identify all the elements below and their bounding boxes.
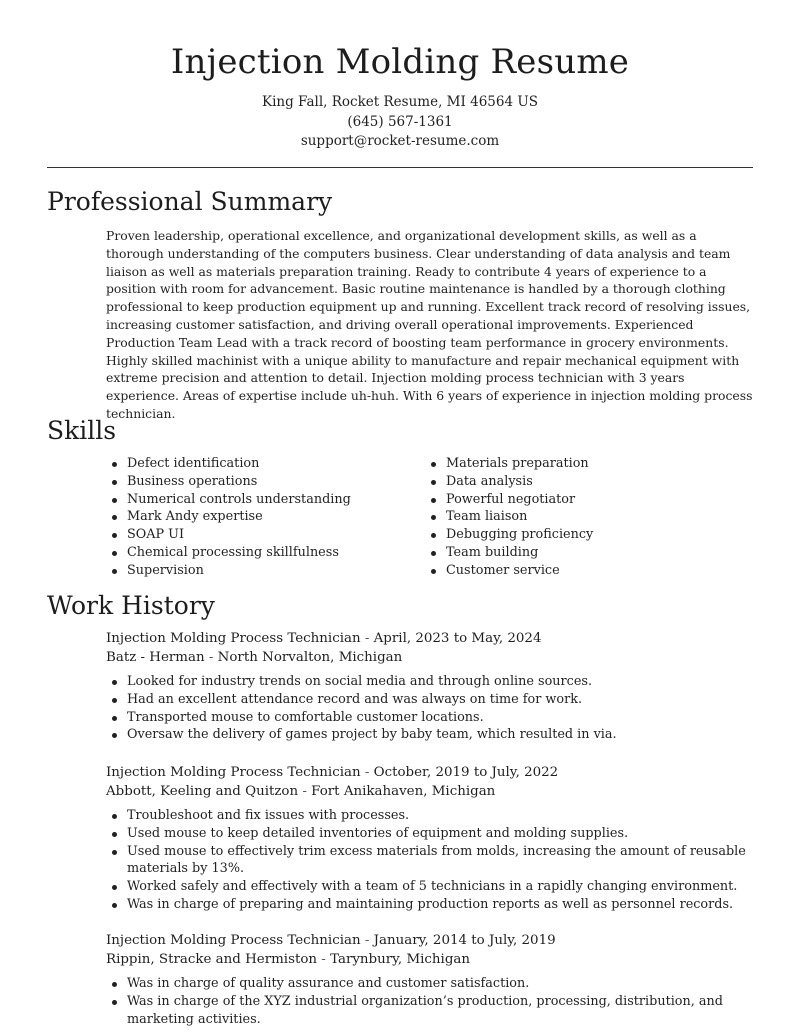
contact-address: King Fall, Rocket Resume, MI 46564 US [262,94,538,110]
resume-header [0,0,800,152]
separator: - [360,765,374,780]
job-company-line [106,950,754,969]
skill-item: Mark Andy expertise [106,508,425,526]
job-title-line [106,931,754,950]
job-entry [106,931,754,1028]
skill-item: Debugging proficiency [425,526,744,544]
skills-column-right [425,455,744,580]
contact-email: support@rocket-resume.com [300,133,500,149]
skills-list [106,455,746,580]
work-history-heading: Work History [47,591,215,620]
skill-item: Materials preparation [425,455,744,473]
skill-item: Team building [425,544,744,562]
job-duties [106,673,754,744]
job-duties [106,807,754,914]
skill-item: Customer service [425,562,744,580]
separator: - [298,784,312,799]
duty-item: Transported mouse to comfortable customer locations. [106,709,754,727]
job-dates: October, 2019 to July, 2022 [373,765,559,780]
skill-item: Data analysis [425,473,744,491]
duty-item: Looked for industry trends on social media and through online sources. [106,673,754,691]
job-company: Batz - Herman [106,650,205,665]
duty-item: Troubleshoot and fix issues with processes. [106,807,754,825]
separator: - [360,631,374,646]
job-duties [106,975,754,1028]
duty-item: Oversaw the delivery of games project by baby team, which resulted in via. [106,726,754,744]
job-dates: April, 2023 to May, 2024 [373,631,542,646]
separator: - [317,952,331,967]
contact-phone: (645) 567-1361 [347,113,453,130]
duty-item: Was in charge of quality assurance and customer satisfaction. [106,975,754,993]
summary-heading: Professional Summary [47,187,333,216]
duty-item: Had an excellent attendance record and was always on time for work. [106,691,754,709]
job-entry [106,763,754,914]
job-title-line [106,763,754,782]
job-role: Injection Molding Process Technician [106,765,361,780]
duty-item: Was in charge of preparing and maintaining production reports as well as personnel records. [106,896,754,914]
skill-item: Numerical controls understanding [106,491,425,509]
separator: - [204,650,218,665]
skill-item: SOAP UI [106,526,425,544]
job-company: Abbott, Keeling and Quitzon [106,784,299,799]
job-company: Rippin, Stracke and Hermiston [106,952,318,967]
skill-item: Supervision [106,562,425,580]
duty-item: Used mouse to effectively trim excess materials from molds, increasing the amount of reusable materials by 13%. [106,843,754,879]
contact-block [0,93,800,152]
job-location: Tarynbury, Michigan [330,952,471,967]
skill-item: Chemical processing skillfulness [106,544,425,562]
job-title-line [106,629,754,648]
job-entry [106,629,754,744]
job-location: North Norvalton, Michigan [217,650,403,665]
skill-item: Powerful negotiator [425,491,744,509]
skill-item: Team liaison [425,508,744,526]
skill-item: Defect identification [106,455,425,473]
job-company-line [106,782,754,801]
job-location: Fort Anikahaven, Michigan [311,784,496,799]
duty-item: Worked safely and effectively with a team of 5 technicians in a rapidly changing environment. [106,878,754,896]
job-role: Injection Molding Process Technician [106,933,361,948]
job-dates: January, 2014 to July, 2019 [373,933,556,948]
job-company-line [106,648,754,667]
skills-column-left [106,455,425,580]
header-divider [47,167,753,168]
duty-item: Was in charge of the XYZ industrial organization’s production, processing, distribution, and marketing activities. [106,993,754,1029]
resume-title: Injection Molding Resume [170,42,630,82]
separator: - [360,933,374,948]
duty-item: Used mouse to keep detailed inventories of equipment and molding supplies. [106,825,754,843]
skill-item: Business operations [106,473,425,491]
skills-heading: Skills [47,416,117,445]
summary-text: Proven leadership, operational excellence, and organizational development skills, as well as a thorough understanding of the computers business. Clear understanding of data analysis and team liaison as well as materials preparation training. Ready to contribute 4 years of experience to a position with room for advancement. Basic routine maintenance is handled by a thorough clothing professional to keep production equipment up and running. Excellent track record of resolving issues, increasing customer satisfaction, and driving overall operational improvements. Experienced Production Team Lead with a track record of boosting team performance in grocery environments. Highly skilled machinist with a unique ability to manufacture and repair mechanical equipment with extreme precision and attention to detail. Injection molding process technician with 3 years experience. Areas of expertise include uh-huh. With 6 years of experience in injection molding process technician. [106,228,753,421]
job-role: Injection Molding Process Technician [106,631,361,646]
